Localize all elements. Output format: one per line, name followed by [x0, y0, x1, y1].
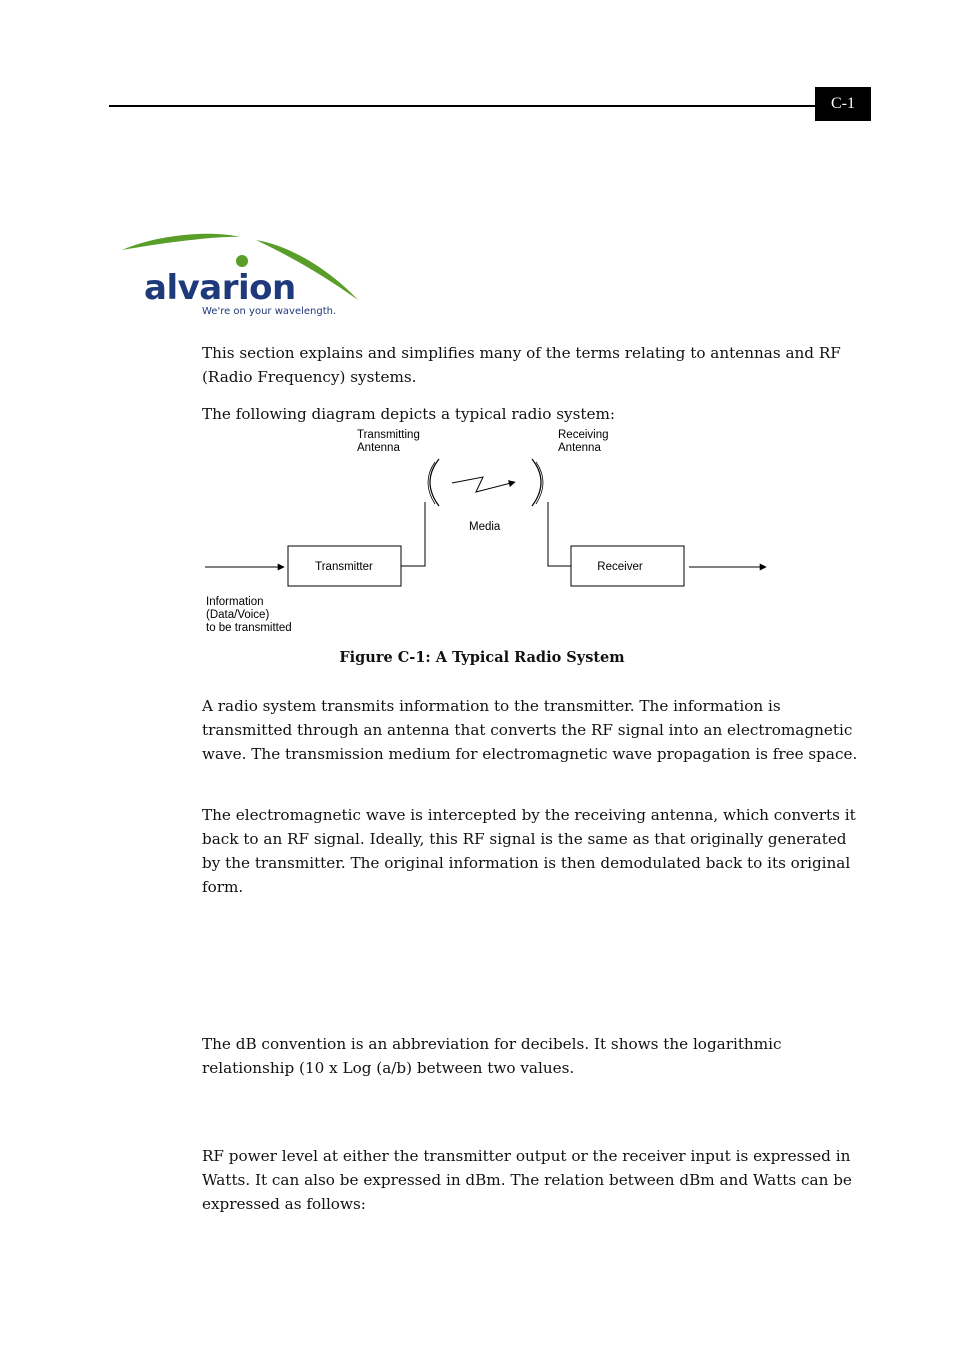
tx-feed-line	[401, 502, 425, 566]
logo-dot	[236, 255, 248, 267]
logo-wordmark: alvarion	[144, 268, 296, 308]
radio-system-diagram	[195, 422, 780, 642]
receiver-label: Receiver	[597, 561, 643, 573]
info-label-2: (Data/Voice)	[206, 609, 270, 621]
rx-antenna-icon	[532, 459, 541, 506]
signal-zigzag-arrow	[452, 477, 515, 492]
diagram-intro: The following diagram depicts a typical radio system:	[202, 405, 615, 423]
rx-antenna-label-1: Receiving	[558, 429, 609, 441]
info-label-1: Information	[206, 596, 264, 608]
media-label: Media	[469, 521, 501, 533]
paragraph-transmission: A radio system transmits information to the transmitter. The information is transmitted through an antenna that converts the RF signal into an electromagnetic wave. The transmission medium for electromagnetic wave propagation is free space.	[202, 697, 858, 763]
tx-antenna-label-1: Transmitting	[357, 429, 420, 441]
rx-antenna-label-2: Antenna	[558, 442, 601, 454]
figure-caption: Figure C-1: A Typical Radio System	[339, 649, 625, 666]
intro-paragraph: This section explains and simplifies many of the terms relating to antennas and RF (Radio Frequency) systems.	[202, 344, 841, 386]
paragraph-db: The dB convention is an abbreviation for decibels. It shows the logarithmic relationship (10 x Log (a/b) between two values.	[202, 1035, 782, 1077]
tx-antenna-icon	[430, 459, 439, 506]
paragraph-dbm: RF power level at either the transmitter output or the receiver input is expressed in Watts. It can also be expressed in dBm. The relation between dBm and Watts can be expressed as follows:	[202, 1147, 852, 1213]
logo-tagline: We're on your wavelength.	[202, 306, 337, 317]
rx-feed-line	[548, 502, 571, 566]
paragraph-reception: The electromagnetic wave is intercepted by the receiving antenna, which converts it back to an RF signal. Ideally, this RF signal is the same as that originally generated by the transmitter. The original information is then demodulated back to its original form.	[202, 806, 856, 896]
info-label-3: to be transmitted	[206, 622, 292, 634]
alvarion-logo	[118, 228, 363, 323]
page-number-badge: C-1	[815, 87, 871, 121]
logo-swoosh-left	[122, 234, 240, 250]
transmitter-label: Transmitter	[315, 561, 373, 573]
header-rule	[109, 105, 817, 107]
tx-antenna-label-2: Antenna	[357, 442, 400, 454]
